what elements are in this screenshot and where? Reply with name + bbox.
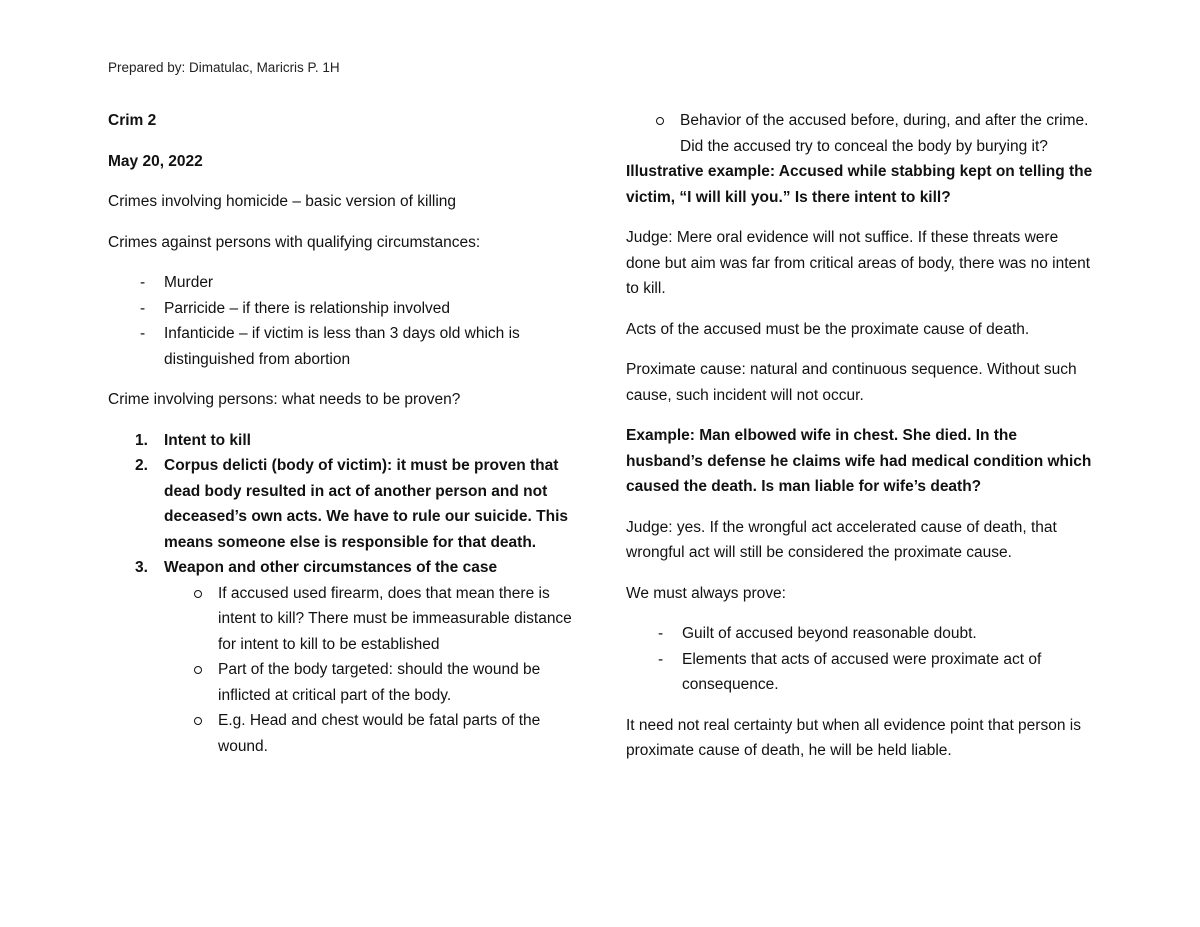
paragraph-qualifying: Crimes against persons with qualifying circumstances: <box>108 233 481 251</box>
right-column <box>626 108 1096 779</box>
judge-answer-1: Judge: Mere oral evidence will not suffice. If these threats were done but aim was far from critical areas of body, there was no intent to kill. <box>626 229 1091 297</box>
sub-list-item: E.g. Head and chest would be fatal parts of the wound. <box>164 708 588 759</box>
proof-elements-list <box>108 428 588 760</box>
paragraph-proof: Crime involving persons: what needs to be proven? <box>108 391 461 408</box>
list-item: - Murder <box>108 270 588 296</box>
paragraph-proximate-cause: Proximate cause: natural and continuous sequence. Without such cause, such incident will not occur. <box>626 361 1077 404</box>
must-prove-list <box>626 621 1096 698</box>
conclusion: It need not real certainty but when all evidence point that person is proximate cause of death, he will be held liable. <box>626 716 1081 759</box>
numbered-item <box>108 428 588 454</box>
paragraph-homicide: Crimes involving homicide – basic version of killing <box>108 193 457 210</box>
weapon-sub-list <box>164 581 588 760</box>
example-2: Example: Man elbowed wife in chest. She died. In the husband’s defense he claims wife had medical condition which caused the death. Is man liable for wife’s death? <box>626 427 1092 495</box>
paragraph-must-prove: We must always prove: <box>626 584 786 602</box>
list-marker: 3. <box>135 559 148 576</box>
continued-sub-list <box>626 108 1096 159</box>
crime-types-list <box>108 270 588 372</box>
list-item: - Elements that acts of accused were proximate act of consequence. <box>626 647 1096 698</box>
numbered-item-text: Corpus delicti (body of victim): it must be proven that dead body resulted in act of another person and not deceased’s own acts. We have to rule our suicide. This means someone else is responsible for that death. <box>164 457 568 551</box>
page-header: Prepared by: Dimatulac, Maricris P. 1H <box>108 60 340 75</box>
list-item: - Parricide – if there is relationship involved <box>108 296 588 322</box>
list-item: - Infanticide – if victim is less than 3 days old which is distinguished from abortion <box>108 321 588 372</box>
judge-answer-2: Judge: yes. If the wrongful act accelerated cause of death, that wrongful act will still be considered the proximate cause. <box>626 518 1057 561</box>
lecture-date: May 20, 2022 <box>108 152 203 170</box>
sub-list-item: Behavior of the accused before, during, and after the crime. Did the accused try to conceal the body by burying it? <box>626 108 1096 159</box>
numbered-item <box>108 555 588 759</box>
numbered-item-text: Weapon and other circumstances of the case <box>164 559 498 576</box>
course-title: Crim 2 <box>108 112 157 129</box>
illustrative-example: Illustrative example: Accused while stabbing kept on telling the victim, “I will kill you.” Is there intent to kill? <box>626 163 1093 206</box>
sub-list-item: Part of the body targeted: should the wound be inflicted at critical part of the body. <box>164 657 588 708</box>
list-item: - Guilt of accused beyond reasonable doubt. <box>626 621 1096 647</box>
sub-list-item: If accused used firearm, does that mean there is intent to kill? There must be immeasurable distance for intent to kill to be established <box>164 581 588 658</box>
paragraph-acts: Acts of the accused must be the proximate cause of death. <box>626 320 1030 338</box>
list-marker: 1. <box>135 431 148 449</box>
numbered-item <box>108 453 588 555</box>
left-column <box>108 108 588 774</box>
numbered-item-text: Intent to kill <box>164 431 251 449</box>
list-marker: 2. <box>135 457 148 474</box>
